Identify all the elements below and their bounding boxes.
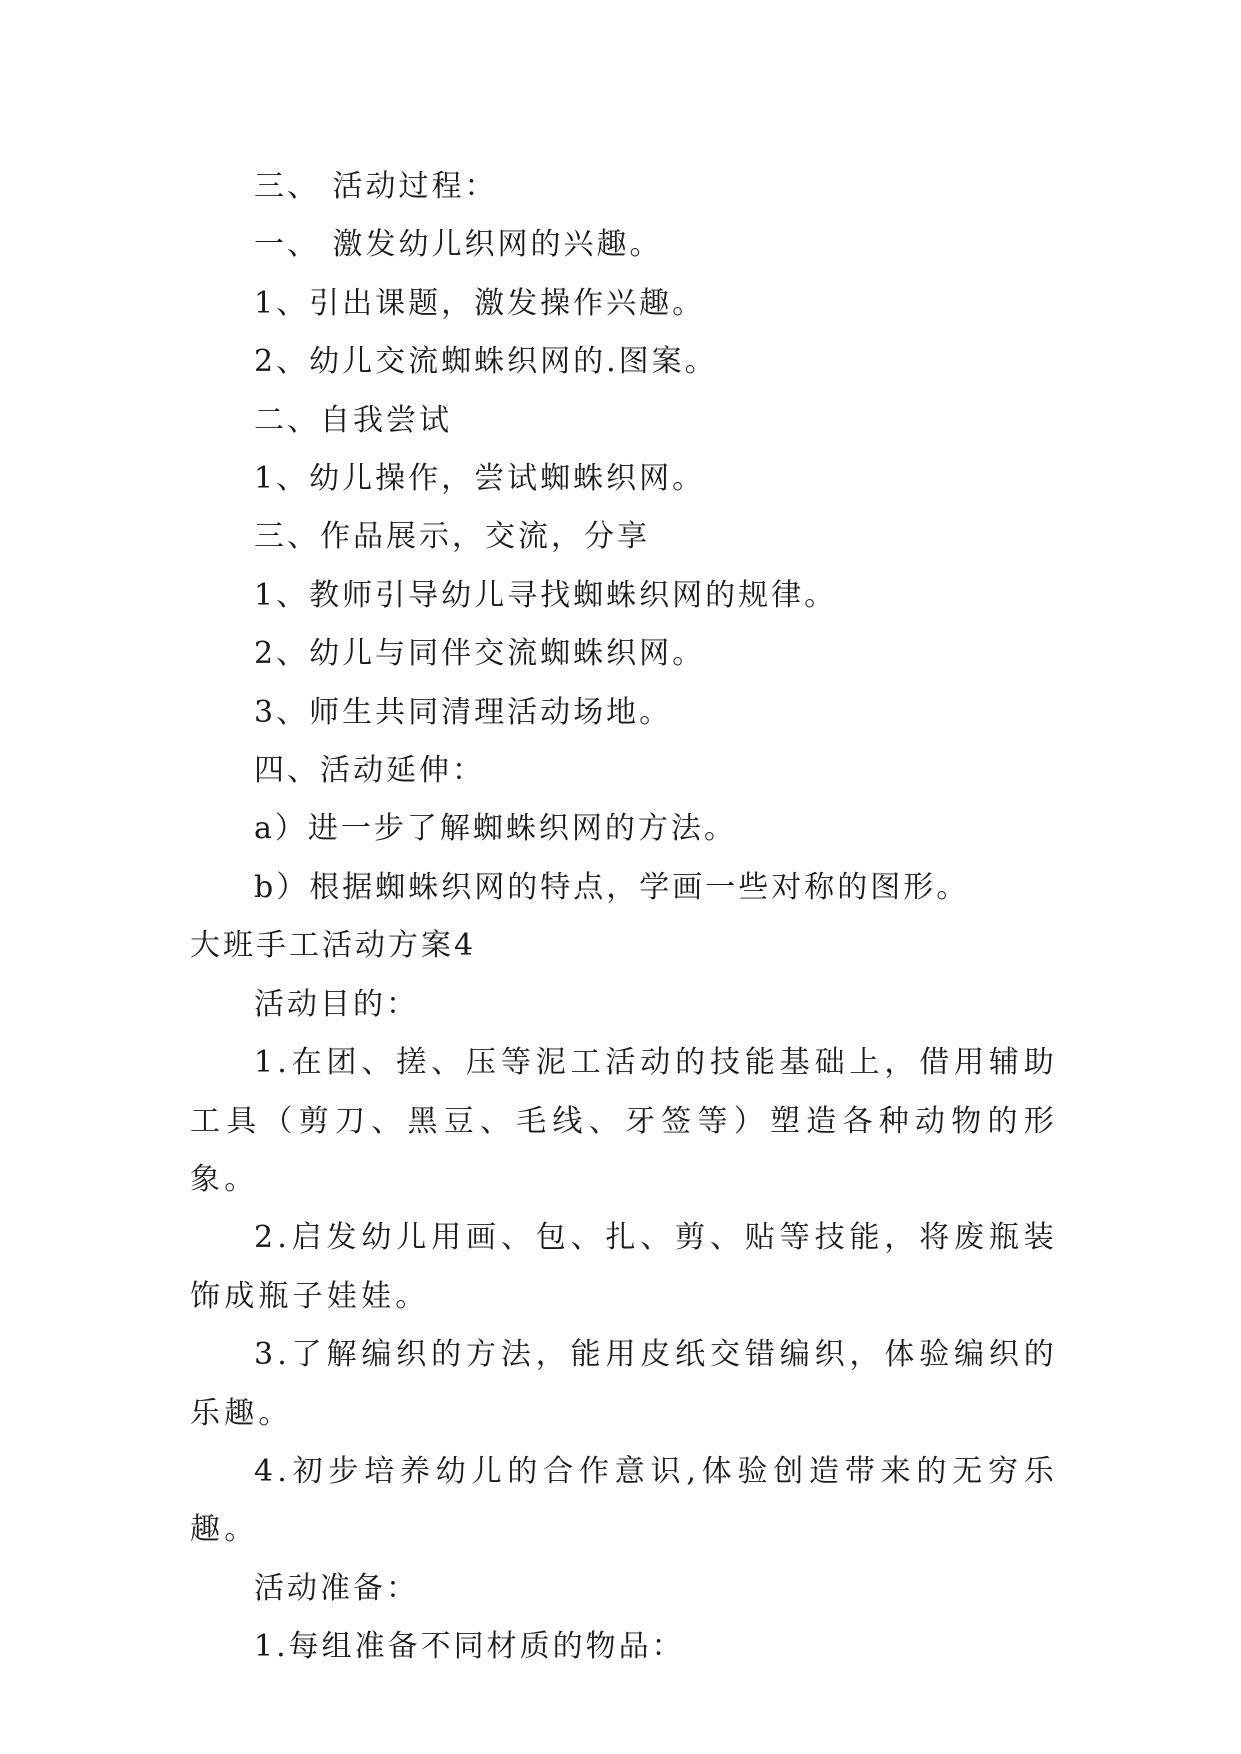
goal-item: 3.了解编织的方法，能用皮纸交错编织，体验编织的乐趣。 xyxy=(190,1337,1058,1431)
step-heading-self-try: 二、自我尝试 xyxy=(254,402,452,438)
heading-activity-extension: 四、活动延伸： xyxy=(254,753,485,789)
list-item: 2、幼儿与同伴交流蜘蛛织网。 xyxy=(254,636,706,672)
step-heading-showcase: 三、作品展示，交流，分享 xyxy=(254,519,650,555)
list-item: 3、师生共同清理活动场地。 xyxy=(254,694,673,730)
heading-activity-goals: 活动目的： xyxy=(254,986,419,1022)
list-item: 1、引出课题，激发操作兴趣。 xyxy=(254,285,706,321)
list-item: 2、幼儿交流蜘蛛织网的.图案。 xyxy=(254,344,718,380)
list-item: b）根据蜘蛛织网的特点，学画一些对称的图形。 xyxy=(254,869,970,905)
heading-activity-prep: 活动准备： xyxy=(254,1570,419,1606)
list-item: 1、教师引导幼儿寻找蜘蛛织网的规律。 xyxy=(254,577,838,613)
list-item: a）进一步了解蜘蛛织网的方法。 xyxy=(254,811,737,847)
step-heading-interest: 一、 激发幼儿织网的兴趣。 xyxy=(254,227,663,263)
goal-item: 4.初步培养幼儿的合作意识,体验创造带来的无穷乐趣。 xyxy=(190,1453,1058,1548)
document-body xyxy=(190,158,1058,1677)
prep-item: 1.每组准备不同材质的物品： xyxy=(254,1629,685,1665)
goal-item: 1.在团、搓、压等泥工活动的技能基础上，借用辅助工具（剪刀、黑豆、毛线、牙签等）塑造各种动物的形象。 xyxy=(190,1045,1058,1197)
goal-item: 2.启发幼儿用画、包、扎、剪、贴等技能，将废瓶装饰成瓶子娃娃。 xyxy=(190,1220,1058,1314)
list-item: 1、幼儿操作，尝试蜘蛛织网。 xyxy=(254,461,706,497)
section-title: 大班手工活动方案4 xyxy=(190,928,477,964)
heading-activity-process: 三、 活动过程： xyxy=(254,169,498,204)
